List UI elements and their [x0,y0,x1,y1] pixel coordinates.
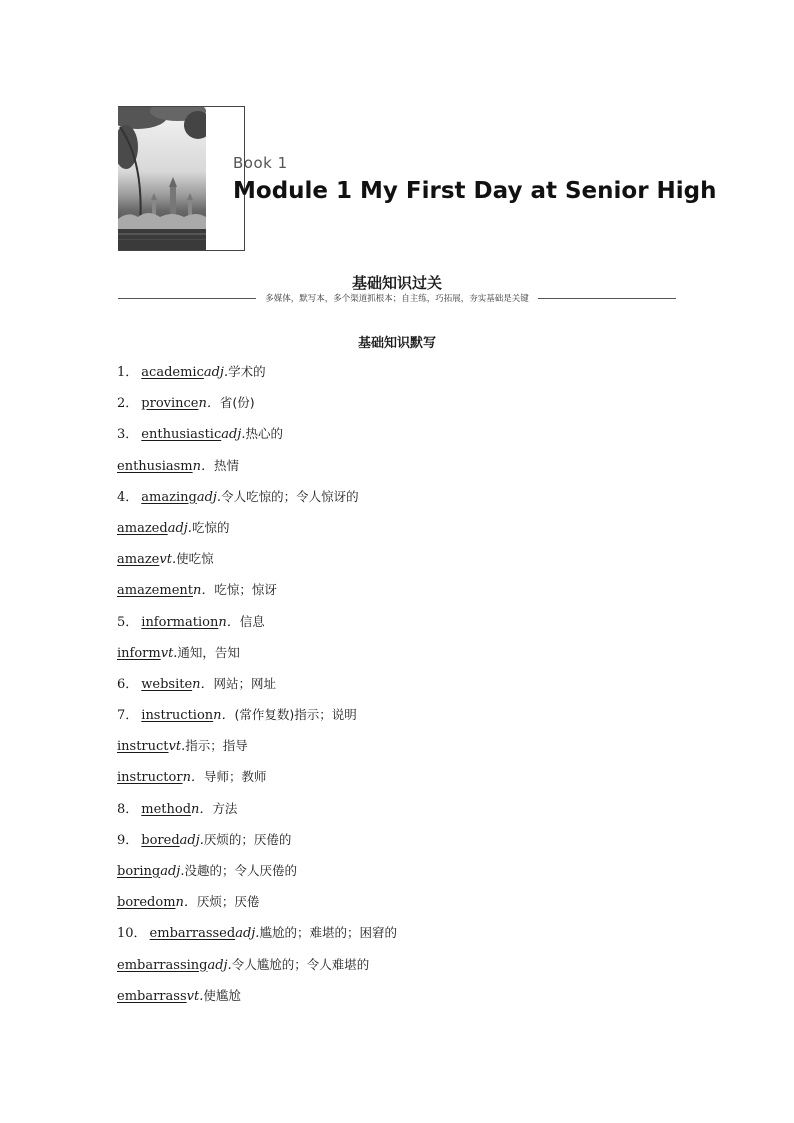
vocab-item [117,518,717,549]
vocab-meaning: 信息 [239,613,265,629]
divider-left [118,298,256,299]
vocab-item [117,736,717,767]
vocab-pos: n． [198,396,220,412]
vocab-word: instructor [117,770,183,786]
vocab-pos: n． [182,770,204,786]
vocab-pos: adj. [160,864,185,879]
vocab-meaning: (常作复数)指示；说明 [234,707,357,723]
vocab-word: enthusiasm [117,458,193,474]
vocab-word: embarrassed [149,926,236,942]
vocab-item [117,549,717,580]
vocab-item [117,362,717,393]
vocab-meaning: 厌烦；厌倦 [196,894,260,910]
pagoda-photo [118,107,206,250]
module-title: Module 1 My First Day at Senior High [233,178,717,204]
vocab-word: enthusiastic [141,427,222,443]
vocab-word: method [141,801,192,817]
vocab-pos: adj. [235,926,260,942]
vocab-pos: vt. [168,739,186,755]
vocab-pos: n． [192,458,214,474]
vocab-item [117,767,717,798]
vocab-meaning: 网站；网址 [213,675,277,691]
vocab-meaning: 吃惊的 [191,519,230,535]
vocab-number: 10． [117,926,147,942]
vocab-word: amazement [117,583,193,599]
vocab-number: 6． [117,676,139,692]
vocab-word: website [141,676,193,692]
vocab-item [117,986,717,1017]
vocab-pos: adj. [207,957,232,973]
vocab-meaning: 学术的 [228,364,266,379]
vocab-number: 9． [117,832,139,848]
vocab-number: 3． [117,427,139,443]
vocab-item [117,580,717,611]
vocab-item [117,799,717,830]
vocab-word: academic [141,365,204,380]
module-header-frame [118,106,245,251]
sub-heading: 基础知识默写 [357,336,436,351]
vocab-word: amazing [141,489,197,505]
vocab-word: bored [141,832,180,848]
vocab-meaning: 方法 [212,800,238,816]
vocab-word: information [141,614,219,630]
vocab-pos: adj. [167,520,192,536]
book-label: Book 1 [233,154,288,172]
vocab-item [117,456,717,487]
vocab-word: instruct [117,739,169,755]
vocab-pos: vt. [160,645,178,661]
divider-right [538,298,676,299]
vocab-word: embarrassing [117,957,208,973]
vocab-item [117,643,717,674]
vocab-pos: vt. [186,988,204,1004]
vocab-meaning: 热心的 [245,426,283,442]
vocab-item [117,923,717,954]
vocab-pos: n． [192,676,214,692]
vocab-item [117,393,717,424]
vocab-meaning: 通知，告知 [177,644,240,660]
vocab-item [117,487,717,518]
vocab-pos: adj. [179,832,204,848]
vocab-item [117,955,717,986]
vocab-meaning: 令人尴尬的；令人难堪的 [231,956,370,972]
vocab-number: 2． [117,396,139,412]
vocab-word: inform [117,645,161,661]
vocab-pos: adj. [221,427,246,443]
vocab-word: boredom [117,895,176,911]
vocab-meaning: 导师；教师 [203,769,267,785]
vocab-number: 5． [117,614,139,630]
vocab-meaning: 吃惊；惊讶 [214,582,277,598]
vocab-item [117,424,717,455]
vocab-list [117,362,717,1017]
vocab-pos: n． [193,583,215,599]
vocab-item [117,705,717,736]
vocab-item [117,861,717,892]
vocab-meaning: 省(份) [219,395,255,411]
vocab-number: 7． [117,708,139,724]
vocab-meaning: 令人吃惊的；令人惊讶的 [221,488,359,504]
vocab-pos: adj. [203,365,229,380]
vocab-item [117,830,717,861]
vocab-number: 8． [117,801,139,817]
vocab-meaning: 指示；指导 [185,738,248,754]
vocab-word: province [141,396,199,412]
section-subtitle: 多媒体，默写本，多个渠道抓根本；自主练，巧拓展，夯实基础是关键 [265,294,529,304]
vocab-meaning: 热情 [214,457,240,473]
vocab-word: amaze [117,552,160,568]
vocab-number: 4． [117,489,139,505]
vocab-pos: vt. [159,552,177,568]
vocab-number: 1． [117,365,139,380]
vocab-word: boring [117,864,161,879]
vocab-word: embarrass [117,988,187,1004]
vocab-pos: n． [213,708,235,724]
vocab-word: instruction [141,708,214,724]
vocab-word: amazed [117,520,168,536]
vocab-meaning: 厌烦的；厌倦的 [203,831,292,847]
vocab-meaning: 尴尬的；难堪的；困窘的 [259,925,397,941]
vocab-item [117,892,717,923]
vocab-meaning: 没趣的；令人厌倦的 [184,863,297,878]
vocab-pos: n． [218,614,240,630]
vocab-item [117,612,717,643]
vocab-meaning: 使尴尬 [203,987,241,1003]
vocab-pos: n． [191,801,213,817]
vocab-pos: adj. [196,489,222,505]
vocab-meaning: 使吃惊 [176,551,214,567]
section-heading: 基础知识过关 [351,274,442,292]
vocab-item [117,674,717,705]
vocab-pos: n． [175,895,197,911]
